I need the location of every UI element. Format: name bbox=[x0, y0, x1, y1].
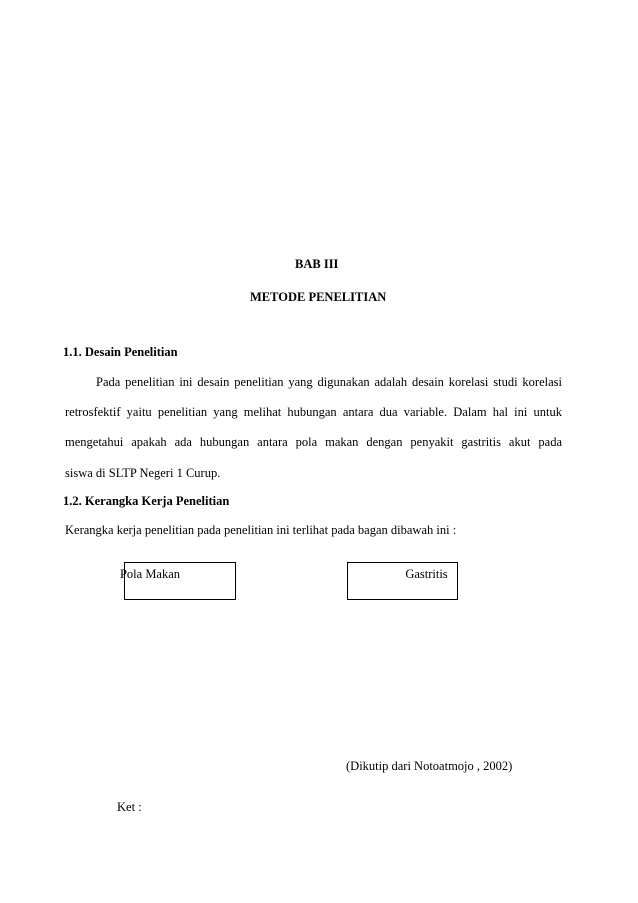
diagram-box-gastritis-label: Gastritis bbox=[405, 567, 448, 581]
paragraph-line: mengetahui apakah ada hubungan antara pola makan dengan penyakit gastritis akut pada bbox=[65, 435, 562, 449]
paragraph-line-last: siswa di SLTP Negeri 1 Curup. bbox=[65, 466, 221, 480]
citation: (Dikutip dari Notoatmojo , 2002) bbox=[346, 759, 513, 773]
chapter-title: METODE PENELITIAN bbox=[250, 290, 387, 304]
diagram-box-gastritis bbox=[347, 562, 458, 600]
section-intro: Kerangka kerja penelitian pada penelitian ini terlihat pada bagan dibawah ini : bbox=[65, 523, 457, 537]
paragraph-line: Pada penelitian ini desain penelitian yang digunakan adalah desain korelasi studi korelasi bbox=[96, 375, 562, 389]
paragraph-line: retrosfektif yaitu penelitian yang melihat hubungan antara dua variable. Dalam hal ini untuk bbox=[65, 405, 562, 419]
diagram-box-pola-makan-label: Pola Makan bbox=[119, 567, 181, 581]
section-heading-kerangka: 1.2. Kerangka Kerja Penelitian bbox=[63, 494, 230, 508]
diagram-box-pola-makan bbox=[119, 562, 236, 600]
note-label: Ket : bbox=[117, 800, 142, 814]
chapter-number: BAB III bbox=[295, 257, 339, 271]
section-heading-desain: 1.1. Desain Penelitian bbox=[63, 345, 178, 359]
